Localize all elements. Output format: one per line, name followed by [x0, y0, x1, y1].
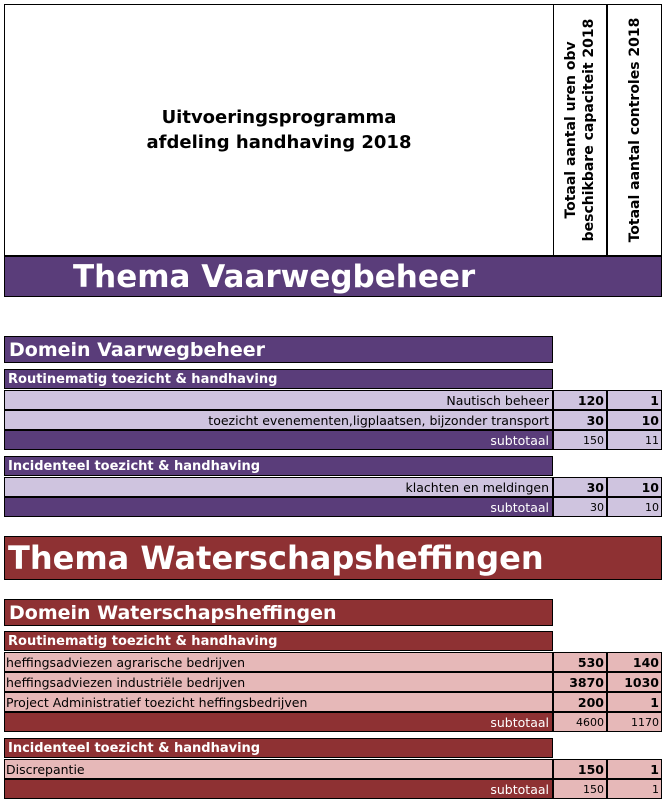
subtotaal-label: subtotaal: [4, 497, 553, 517]
column-header-uren-line-1: Totaal aantal uren obv: [563, 41, 579, 219]
table-cell-controles: 1: [607, 692, 662, 712]
column-header-uren: [553, 4, 607, 256]
subtotaal-uren: 150: [553, 779, 607, 799]
table-row-label: toezicht evenementen,ligplaatsen, bijzonder transport: [4, 410, 553, 430]
subtotaal-controles: 11: [607, 430, 662, 450]
subtotaal-controles: 10: [607, 497, 662, 517]
subtotaal-controles: 1: [607, 779, 662, 799]
table-cell-uren: 30: [553, 410, 607, 430]
table-row-label: Discrepantie: [4, 759, 553, 779]
table-cell-controles: 10: [607, 410, 662, 430]
subtotaal-label: subtotaal: [4, 712, 553, 732]
subtotaal-controles: 1170: [607, 712, 662, 732]
table-cell-uren: 530: [553, 652, 607, 672]
program-title: [4, 4, 554, 256]
table-cell-uren: 200: [553, 692, 607, 712]
table-cell-uren: 150: [553, 759, 607, 779]
table-row-label: Project Administratief toezicht heffingsbedrijven: [4, 692, 553, 712]
table-cell-uren: 30: [553, 477, 607, 497]
table-cell-uren: 120: [553, 390, 607, 410]
table-cell-controles: 1030: [607, 672, 662, 692]
column-header-controles-label: Totaal aantal controles 2018: [626, 17, 643, 243]
title-line-2: afdeling handhaving 2018: [146, 132, 412, 153]
title-line-1: Uitvoeringsprogramma: [161, 107, 397, 128]
table-row-label: klachten en meldingen: [4, 477, 553, 497]
thema-waterschapsheffingen: Thema Waterschapsheffingen: [4, 536, 662, 580]
vaarweg-routinematig-header: Routinematig toezicht & handhaving: [4, 369, 553, 389]
table-row-label: heffingsadviezen industriële bedrijven: [4, 672, 553, 692]
table-cell-controles: 140: [607, 652, 662, 672]
table-cell-controles: 1: [607, 759, 662, 779]
column-header-controles: [607, 4, 662, 256]
heffingen-routinematig-header: Routinematig toezicht & handhaving: [4, 631, 553, 651]
subtotaal-uren: 4600: [553, 712, 607, 732]
subtotaal-uren: 150: [553, 430, 607, 450]
subtotaal-label: subtotaal: [4, 779, 553, 799]
heffingen-incidenteel-header: Incidenteel toezicht & handhaving: [4, 738, 553, 758]
vaarweg-incidenteel-header: Incidenteel toezicht & handhaving: [4, 456, 553, 476]
table-cell-controles: 10: [607, 477, 662, 497]
thema-vaarwegbeheer: Thema Vaarwegbeheer: [4, 256, 662, 297]
table-row-label: Nautisch beheer: [4, 390, 553, 410]
domein-vaarwegbeheer: Domein Vaarwegbeheer: [4, 336, 553, 363]
domein-waterschapsheffingen: Domein Waterschapsheffingen: [4, 599, 553, 626]
column-header-uren-line-2: beschikbare capaciteit 2018: [581, 18, 597, 242]
subtotaal-label: subtotaal: [4, 430, 553, 450]
table-cell-controles: 1: [607, 390, 662, 410]
table-row-label: heffingsadviezen agrarische bedrijven: [4, 652, 553, 672]
table-cell-uren: 3870: [553, 672, 607, 692]
subtotaal-uren: 30: [553, 497, 607, 517]
